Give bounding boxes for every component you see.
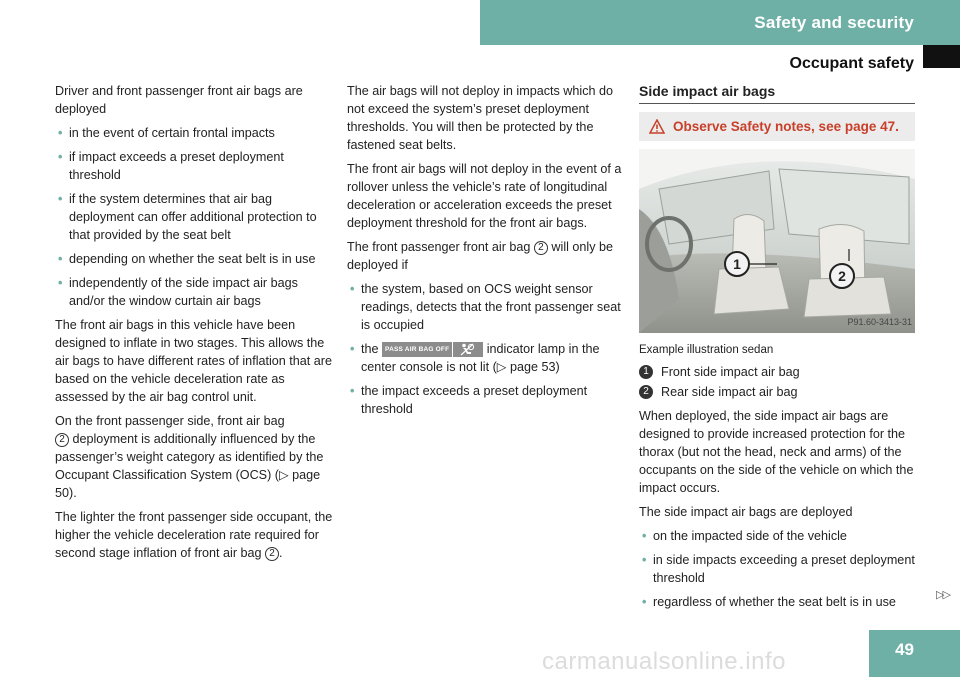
list-item: • on the impacted side of the vehicle bbox=[639, 527, 915, 545]
list-item: • regardless of whether the seat belt is in use bbox=[639, 593, 915, 611]
side-impact-heading: Side impact air bags bbox=[639, 82, 915, 104]
callout-number: 2 bbox=[55, 433, 69, 447]
header-band bbox=[480, 0, 960, 45]
rollover-paragraph: The front air bags will not deploy in the event of a rollover unless the vehicle’s rate of longitudinal deceleration or acceleration exceeds the preset deployment threshold for the front air bags. bbox=[347, 162, 622, 230]
lighter-passenger-paragraph bbox=[55, 508, 333, 562]
section-tab-marker bbox=[923, 45, 960, 68]
list-item: • depending on whether the seat belt is in use bbox=[55, 250, 333, 268]
side-deploy-intro: The side impact air bags are deployed bbox=[639, 505, 853, 519]
list-item: • in the event of certain frontal impacts bbox=[55, 124, 333, 142]
two-stage-paragraph: The front air bags in this vehicle have been designed to inflate in two stages. This allows the air bags to have different rates of inflation that are based on the vehicle deceleration rate as assessed by the air bag control unit. bbox=[55, 318, 333, 404]
side-airbag-paragraph: When deployed, the side impact air bags are designed to provide increased protection for the thorax (but not the head, neck and arms) of the occupants on the side of the vehicle on which the impact occurs. bbox=[639, 409, 914, 495]
callout-number: 2 bbox=[265, 547, 279, 561]
legend-item bbox=[639, 363, 915, 381]
column-3 bbox=[639, 82, 915, 617]
image-reference-code: P91.60-3413-31 bbox=[847, 317, 912, 327]
passenger-deploy-paragraph bbox=[347, 238, 625, 274]
list-item: • if the system determines that air bag deployment can offer additional protection to that provided by the seat belt bbox=[55, 190, 333, 244]
deploy-bullet-list bbox=[55, 124, 333, 310]
svg-text:2: 2 bbox=[838, 268, 846, 284]
list-item: • independently of the side impact air bags and/or the window curtain air bags bbox=[55, 274, 333, 310]
text-span: the bbox=[361, 342, 383, 356]
legend-number: 2 bbox=[639, 385, 653, 399]
page-number-box bbox=[869, 630, 960, 677]
text-span: On the front passenger side, front air bag bbox=[55, 414, 285, 428]
legend-item bbox=[639, 383, 915, 401]
subsection-title: Occupant safety bbox=[789, 55, 914, 72]
continued-arrow-icon: ▷▷ bbox=[936, 589, 949, 601]
section-title: Safety and security bbox=[754, 13, 914, 32]
legend-number: 1 bbox=[639, 365, 653, 379]
threshold-paragraph: The air bags will not deploy in impacts which do not exceed the system’s preset deployment thresholds. You will then be protected by the fastened seat belts. bbox=[347, 84, 613, 152]
list-item: • in side impacts exceeding a preset deployment threshold bbox=[639, 551, 915, 587]
text-span: indicator lamp in the center console is not lit (▷ page 53) bbox=[361, 342, 600, 374]
passenger-bullet-list bbox=[347, 280, 625, 418]
list-item: • the impact exceeds a preset deployment threshold bbox=[347, 382, 625, 418]
list-item: • the system, based on OCS weight sensor readings, detects that the front passenger seat is occupied bbox=[347, 280, 625, 334]
intro-paragraph: Driver and front passenger front air bags are deployed bbox=[55, 84, 303, 116]
list-item: • if impact exceeds a preset deployment threshold bbox=[55, 148, 333, 184]
text-span: will only be deployed if bbox=[347, 240, 614, 272]
watermark: carmanualsonline.info bbox=[542, 648, 786, 675]
text-span: The lighter the front passenger side occupant, the higher the vehicle deceleration rate required for second stage inflation of front air bag bbox=[55, 510, 333, 560]
svg-text:1: 1 bbox=[733, 256, 741, 272]
text-span: The front passenger front air bag bbox=[347, 240, 534, 254]
pass-air-bag-off-lamp: PASS AIR BAG OFF bbox=[382, 342, 452, 357]
text-span: . bbox=[279, 546, 283, 560]
page-number: 49 bbox=[895, 640, 914, 659]
warning-text: Observe Safety notes, see page 47. bbox=[673, 119, 899, 134]
list-item bbox=[347, 340, 625, 376]
column-1 bbox=[55, 82, 333, 568]
legend-text: Rear side impact air bag bbox=[661, 385, 798, 399]
image-caption: Example illustration sedan bbox=[639, 344, 774, 356]
car-interior-photo bbox=[639, 149, 915, 333]
callout-number: 2 bbox=[534, 241, 548, 255]
column-2 bbox=[347, 82, 625, 424]
warning-triangle-icon bbox=[649, 118, 673, 135]
legend-text: Front side impact air bag bbox=[661, 365, 800, 379]
text-span: deployment is additionally influenced by the passenger’s weight category as identified by the Occupant Classification System (OCS) (▷ page 50). bbox=[55, 432, 324, 500]
side-deploy-bullet-list bbox=[639, 527, 915, 611]
airbag-off-icon bbox=[453, 342, 483, 357]
warning-box bbox=[639, 112, 915, 141]
ocs-paragraph bbox=[55, 412, 333, 502]
